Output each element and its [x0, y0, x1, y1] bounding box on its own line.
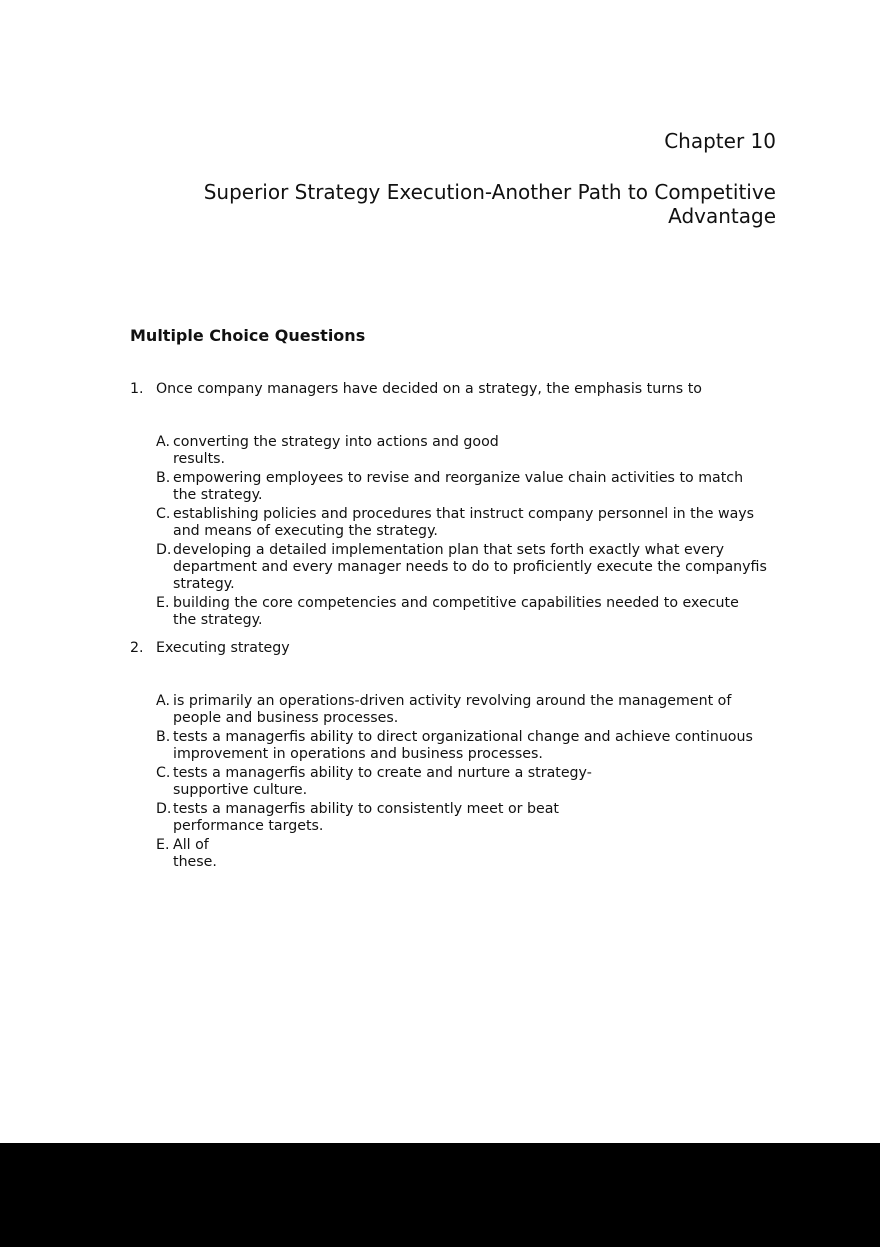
option-letter: E. [156, 594, 170, 611]
option-text: improvement in operations and business processes. [173, 746, 543, 763]
option-text: and means of executing the strategy. [173, 523, 438, 540]
option-text: department and every manager needs to do to proficiently execute the companyfis [173, 558, 767, 575]
option-d [156, 801, 753, 836]
chapter-title-line: Advantage [668, 204, 776, 228]
question-1-options [156, 434, 767, 631]
question-stem: Executing strategy [156, 640, 290, 656]
option-letter: C. [156, 505, 171, 522]
option-text: the strategy. [173, 612, 263, 629]
question-2-options [156, 693, 753, 872]
option-letter: E. [156, 836, 170, 853]
option-c [156, 765, 753, 800]
option-text: All of [173, 836, 209, 853]
chapter-title [156, 180, 776, 228]
option-a [156, 693, 753, 728]
option-text: strategy. [173, 576, 235, 593]
option-d [156, 542, 767, 594]
option-letter: D. [156, 800, 172, 817]
option-letter: B. [156, 728, 171, 745]
option-letter: D. [156, 541, 172, 558]
option-text: empowering employees to revise and reorganize value chain activities to match [173, 469, 744, 486]
option-letter: A. [156, 434, 170, 450]
option-text: people and business processes. [173, 710, 399, 727]
option-letter: A. [156, 693, 170, 709]
option-letter: C. [156, 764, 171, 781]
option-text: supportive culture. [173, 782, 308, 799]
section-heading: Multiple Choice Questions [130, 326, 366, 345]
option-text: building the core competencies and competitive capabilities needed to execute [173, 594, 739, 611]
option-a [156, 434, 767, 469]
option-text: developing a detailed implementation plan that sets forth exactly what every [173, 541, 725, 558]
option-b [156, 729, 753, 764]
option-text: converting the strategy into actions and good [173, 434, 499, 450]
page-bottom-bar [0, 1143, 880, 1247]
option-letter: B. [156, 469, 171, 486]
option-text: performance targets. [173, 817, 324, 834]
option-c [156, 506, 767, 541]
option-e [156, 837, 753, 872]
question-stem: Once company managers have decided on a strategy, the emphasis turns to [156, 381, 702, 397]
chapter-title-line: Superior Strategy Execution-Another Path to Competitive [203, 180, 776, 204]
chapter-label: Chapter 10 [664, 129, 776, 153]
question-number: 2. [130, 640, 144, 656]
option-text: these. [173, 853, 217, 870]
option-text: the strategy. [173, 487, 263, 504]
question-number: 1. [130, 381, 144, 397]
option-text: tests a managerfis ability to consistently meet or beat [173, 800, 559, 817]
option-text: tests a managerfis ability to create and nurture a strategy- [173, 764, 592, 781]
option-text: is primarily an operations-driven activity revolving around the management of [173, 693, 732, 709]
option-text: tests a managerfis ability to direct organizational change and achieve continuous [173, 728, 753, 745]
option-text: results. [173, 451, 226, 468]
option-text: establishing policies and procedures that instruct company personnel in the ways [173, 505, 755, 522]
option-e [156, 595, 767, 630]
option-b [156, 470, 767, 505]
